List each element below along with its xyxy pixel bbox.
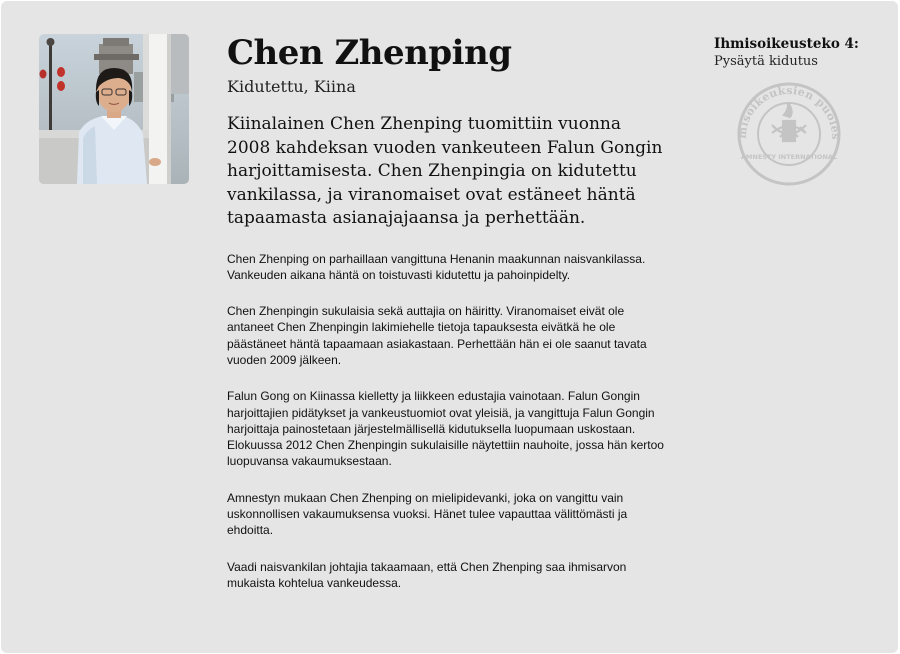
action-sidebar	[714, 35, 884, 71]
case-description	[227, 251, 672, 592]
case-subtitle: Kidutettu, Kiina	[227, 77, 356, 96]
case-card	[1, 1, 898, 653]
lead-paragraph: Kiinalainen Chen Zhenping tuomittiin vuonna 2008 kahdeksan vuoden vankeuteen Falun Gongin harjoittamisesta. Chen Zhenpingia on kidutettu vankilassa, ja viranomaiset ovat estäneet häntä tapaamasta asianajajaansa ja perhettään.	[227, 114, 663, 228]
stamp-logo-text: AMNESTY INTERNATIONAL	[740, 153, 838, 161]
portrait-photo	[39, 34, 189, 184]
paragraph: Chen Zhenping on parhaillaan vangittuna Henanin maakunnan naisvankilassa. Vankeuden aikana häntä on toistuvasti kidutettu ja pahoinpidelty.	[227, 251, 646, 282]
paragraph: Falun Gong on Kiinassa kielletty ja liikkeen edustajia vainotaan. Falun Gongin harjoittajien pidätykset ja vankeustuomiot ovat yleisiä, ja vangittuja Falun Gongin harjoittaja painostetaan järjestelmällisellä kidutuksella luopumaan uskostaan. Elokuussa 2012 Chen Zhenpingin sukulaisille näytettiin nauhoite, jossa hän kertoo luopuvansa vakaumuksestaan.	[227, 389, 664, 469]
paragraph: Vaadi naisvankilan johtajia takaamaan, että Chen Zhenping saa ihmisarvon mukaista kohtelua vankeudessa.	[227, 559, 627, 590]
case-content	[227, 33, 677, 611]
paragraph: Chen Zhenpingin sukulaisia sekä auttajia on häiritty. Viranomaiset eivät ole antaneet Chen Zhenpingin lakimiehelle tietoja tapauksesta eivätkä he ole päästäneet häntä tapaamaan asiakastaan. Perhettään hän ei ole saanut tavata vuoden 2009 jälkeen.	[227, 304, 647, 367]
person-name: Chen Zhenping	[227, 33, 512, 73]
action-title: Ihmisoikeusteko 4:	[714, 36, 859, 52]
action-subtitle: Pysäytä kidutus	[714, 54, 818, 69]
amnesty-stamp-icon	[732, 81, 846, 187]
paragraph: Amnestyn mukaan Chen Zhenping on mielipidevanki, joka on vangittu vain uskonnollisen vakaumuksensa vuoksi. Hänet tulee vapauttaa välittömästi ja ehdoitta.	[227, 490, 628, 538]
stamp-text: misoikeuksien puoles	[735, 83, 843, 140]
